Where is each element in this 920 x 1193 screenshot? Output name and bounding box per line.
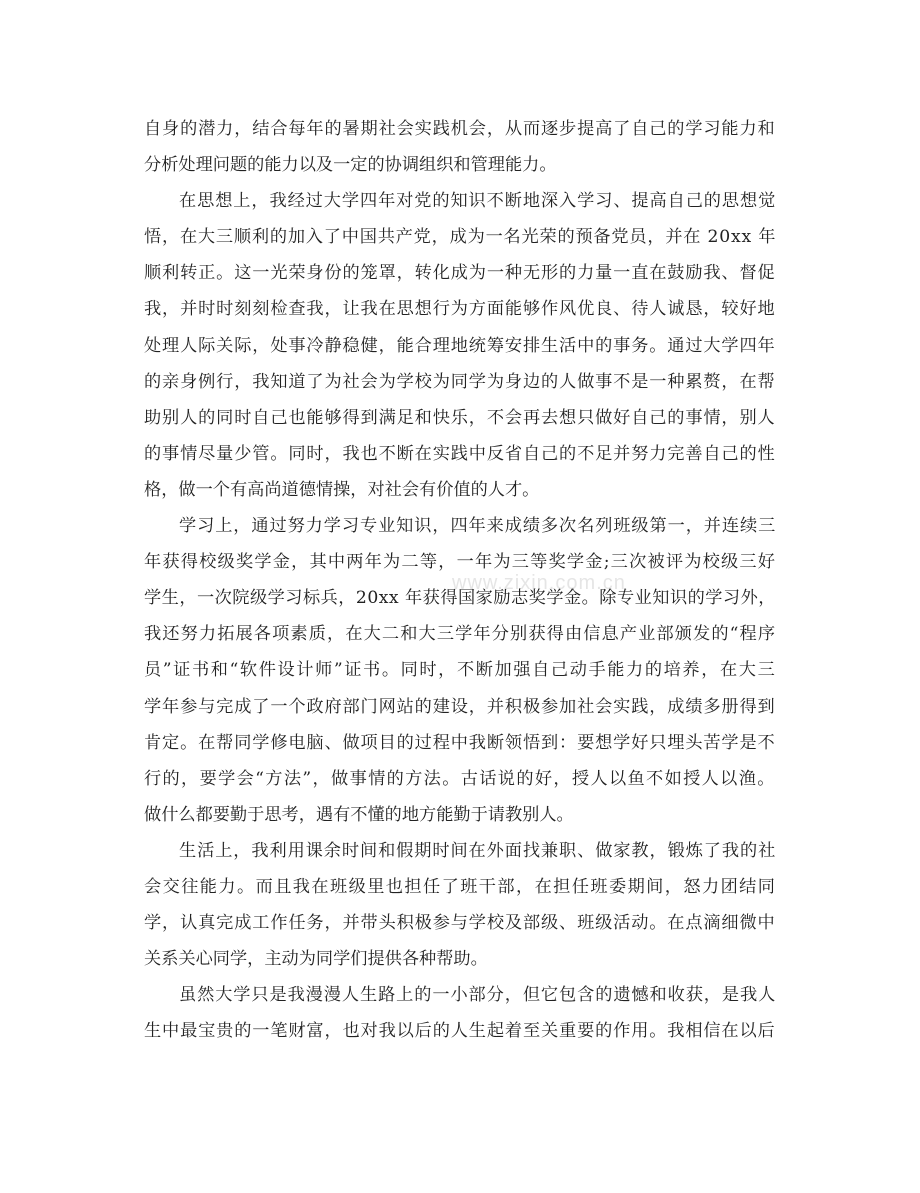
document-body <box>144 111 776 1049</box>
text-line: 关系关心同学，主动为同学们提供各种帮助。 <box>144 949 488 970</box>
text-line: 虽然大学只是我漫漫人生路上的一小部分，但它包含的遗憾和收获，是我人 <box>179 985 777 1006</box>
text-line: 学生，一次院级学习标兵，20xx 年获得国家励志奖学金。除专业知识的学习外， <box>144 588 776 609</box>
text-line: 做什么都要勤于思考，遇有不懂的地方能勤于请教别人。 <box>144 804 574 825</box>
text-line: 学，认真完成工作任务，并带头积极参与学校及部级、班级活动。在点滴细微中 <box>144 913 776 934</box>
text-line: 生中最宝贵的一笔财富，也对我以后的人生起着至关重要的作用。我相信在以后 <box>144 1021 776 1042</box>
text-line: 我还努力拓展各项素质，在大二和大三学年分别获得由信息产业部颁发的“程序 <box>144 624 777 645</box>
text-line: 我，并时时刻刻检查我，让我在思想行为方面能够作风优良、待人诚恳，较好地 <box>144 299 776 320</box>
text-line: 的亲身例行，我知道了为社会为学校为同学为身边的人做事不是一种累赘，在帮 <box>144 371 776 392</box>
text-line: 自身的潜力，结合每年的暑期社会实践机会，从而逐步提高了自己的学习能力和 <box>144 119 776 139</box>
paragraph-5 <box>144 977 776 1049</box>
text-line: 格，做一个有高尚道德情操，对社会有价值的人才。 <box>144 479 540 500</box>
text-line: 会交往能力。而且我在班级里也担任了班干部，在担任班委期间，怒力团结同 <box>144 876 777 897</box>
text-line: 分析处理问题的能力以及一定的协调组织和管理能力。 <box>144 155 557 176</box>
text-line: 顺利转正。这一光荣身份的笼罩，转化成为一种无形的力量一直在鼓励我、督促 <box>144 263 776 284</box>
text-line: 助别人的同时自己也能够得到满足和快乐，不会再去想只做好自己的事情，别人 <box>144 407 776 428</box>
text-line: 学习上，通过努力学习专业知识，四年来成绩多次名列班级第一，并连续三 <box>179 516 777 537</box>
text-line: 年获得校级奖学金，其中两年为二等，一年为三等奖学金;三次被评为校级三好 <box>144 552 777 573</box>
paragraph-1 <box>144 111 776 183</box>
text-line: 肯定。在帮同学修电脑、做项目的过程中我断领悟到：要想学好只埋头苦学是不 <box>144 732 776 753</box>
text-line: 学年参与完成了一个政府部门网站的建设，并积极参加社会实践，成绩多册得到 <box>144 696 776 717</box>
text-line: 处理人际关际，处事冷静稳健，能合理地统筹安排生活中的事务。通过大学四年 <box>144 335 776 356</box>
text-line: 员”证书和“软件设计师”证书。同时，不断加强自己动手能力的培养，在大三 <box>144 660 777 681</box>
paragraph-4 <box>144 833 776 977</box>
paragraph-2 <box>144 183 776 508</box>
text-line: 悟，在大三顺利的加入了中国共产党，成为一名光荣的预备党员，并在 20xx 年 <box>144 227 777 248</box>
watermark: www.zixin.com.cn <box>452 572 626 594</box>
text-line: 在思想上，我经过大学四年对党的知识不断地深入学习、提高自己的思想觉 <box>179 191 777 212</box>
text-line: 生活上，我利用课余时间和假期时间在外面找兼职、做家教，锻炼了我的社 <box>179 840 777 861</box>
text-line: 的事情尽量少管。同时，我也不断在实践中反省自己的不足并努力完善自己的性 <box>144 443 776 464</box>
text-line: 行的，要学会“方法”，做事情的方法。古话说的好，授人以鱼不如授人以渔。 <box>144 768 776 789</box>
paragraph-3 <box>144 508 776 833</box>
